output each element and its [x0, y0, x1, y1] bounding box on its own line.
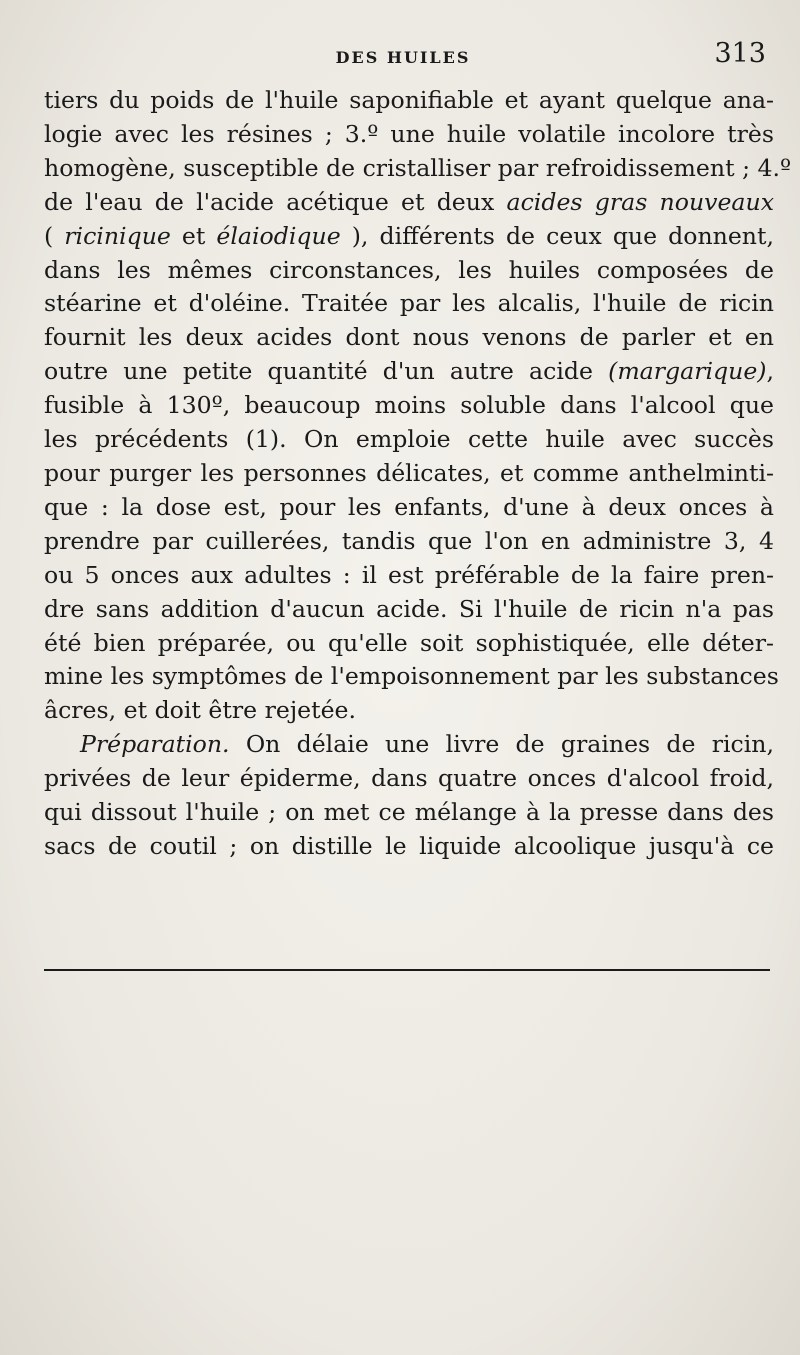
text-line: ou 5 onces aux adultes : il est préférable de la faire pren-	[44, 560, 774, 589]
italic-run: (margarique)	[608, 357, 767, 386]
text-line: dre sans addition d'aucun acide. Si l'huile de ricin n'a pas	[44, 594, 774, 623]
text-line: privées de leur épiderme, dans quatre onces d'alcool froid,	[44, 764, 774, 793]
text-line: fusible à 130º, beaucoup moins soluble dans l'alcool que	[44, 391, 774, 420]
text-line: mine les symptômes de l'empoisonnement par les substances	[44, 662, 779, 691]
italic-run: élaiodique	[216, 221, 341, 250]
text-line: été bien préparée, ou qu'elle soit sophistiquée, elle déter-	[44, 628, 774, 657]
text-line: logie avec les résines ; 3.º une huile volatile incolore très	[44, 119, 774, 148]
text-line: que : la dose est, pour les enfants, d'une à deux onces à	[44, 492, 774, 521]
text-line: qui dissout l'huile ; on met ce mélange à la presse dans des	[44, 798, 774, 827]
running-head	[40, 38, 766, 78]
footnote-rule	[44, 969, 770, 971]
text-line: de l'eau de l'acide acétique et deux acides gras nouveaux	[44, 187, 774, 216]
text-line: prendre par cuillerées, tandis que l'on en administre 3, 4	[44, 526, 774, 555]
text-line: ( ricinique et élaiodique ), différents de ceux que donnent,	[44, 221, 774, 250]
text-line: pour purger les personnes délicates, et comme anthelminti-	[44, 458, 774, 487]
text-line: les précédents (1). On emploie cette huile avec succès	[44, 425, 774, 454]
text-line: sacs de coutil ; on distille le liquide alcoolique jusqu'à ce	[44, 831, 774, 860]
text-line: âcres, et doit être rejetée.	[44, 696, 357, 725]
text-line: tiers du poids de l'huile saponifiable et ayant quelque ana-	[44, 86, 774, 114]
text-line: homogène, susceptible de cristalliser par refroidissement ; 4.º	[44, 153, 792, 182]
italic-run: Préparation.	[80, 730, 230, 759]
text-line: stéarine et d'oléine. Traitée par les alcalis, l'huile de ricin	[44, 289, 774, 318]
text-line: outre une petite quantité d'un autre acide (margarique),	[44, 357, 774, 386]
text-line: dans les mêmes circonstances, les huiles composées de	[44, 255, 774, 284]
italic-run: ricinique	[64, 221, 171, 250]
running-title: DES HUILES	[335, 48, 471, 67]
body-text	[44, 84, 792, 864]
page-number: 313	[714, 38, 766, 69]
italic-run: acides gras nouveaux	[506, 187, 774, 216]
text-line: Préparation. On délaie une livre de graines de ricin,	[80, 730, 774, 759]
text-line: fournit les deux acides dont nous venons de parler et en	[44, 323, 774, 352]
